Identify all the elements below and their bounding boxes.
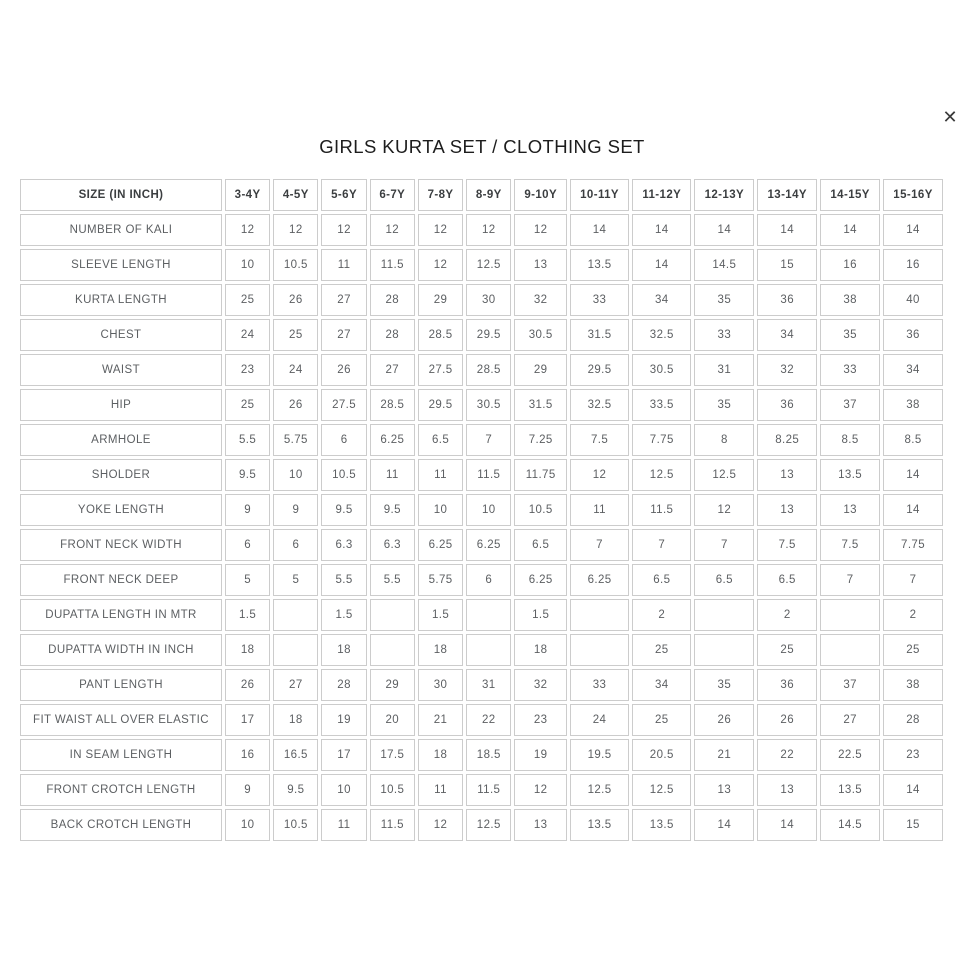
- size-value-cell: 14: [632, 249, 691, 281]
- size-value-cell: 7.5: [820, 529, 880, 561]
- size-value-cell: 29.5: [570, 354, 629, 386]
- size-value-cell: 11: [321, 809, 366, 841]
- size-value-cell: 13.5: [570, 249, 629, 281]
- size-value-cell: 1.5: [321, 599, 366, 631]
- size-value-cell: 29.5: [466, 319, 511, 351]
- size-value-cell: 32.5: [632, 319, 691, 351]
- age-column-header: 15-16Y: [883, 179, 943, 211]
- size-value-cell: 6: [466, 564, 511, 596]
- age-column-header: 14-15Y: [820, 179, 880, 211]
- size-value-cell: 5.75: [418, 564, 463, 596]
- table-row: [20, 249, 943, 281]
- size-value-cell: 35: [694, 389, 754, 421]
- size-value-cell: 31: [694, 354, 754, 386]
- table-row: [20, 459, 943, 491]
- size-value-cell: 38: [820, 284, 880, 316]
- row-label: IN SEAM LENGTH: [20, 739, 222, 771]
- size-value-cell: 27: [273, 669, 318, 701]
- size-value-cell: 7.5: [570, 424, 629, 456]
- size-value-cell: 10: [466, 494, 511, 526]
- size-value-cell: 28: [370, 319, 415, 351]
- size-value-cell: 28.5: [370, 389, 415, 421]
- table-row: [20, 704, 943, 736]
- size-value-cell: 9: [225, 494, 270, 526]
- size-value-cell: 32: [757, 354, 817, 386]
- size-value-cell: 2: [757, 599, 817, 631]
- table-row: [20, 424, 943, 456]
- size-column-header: SIZE (IN INCH): [20, 179, 222, 211]
- size-value-cell: 6: [273, 529, 318, 561]
- size-value-cell: 18: [225, 634, 270, 666]
- row-label: FIT WAIST ALL OVER ELASTIC: [20, 704, 222, 736]
- size-value-cell: 37: [820, 389, 880, 421]
- size-value-cell: 6.25: [466, 529, 511, 561]
- row-label: KURTA LENGTH: [20, 284, 222, 316]
- size-value-cell: 10: [321, 774, 366, 806]
- size-value-cell: 27.5: [418, 354, 463, 386]
- size-value-cell: 13: [820, 494, 880, 526]
- age-column-header: 4-5Y: [273, 179, 318, 211]
- row-label: HIP: [20, 389, 222, 421]
- size-value-cell: 12.5: [570, 774, 629, 806]
- age-column-header: 11-12Y: [632, 179, 691, 211]
- size-value-cell: 26: [694, 704, 754, 736]
- age-column-header: 10-11Y: [570, 179, 629, 211]
- size-value-cell: 40: [883, 284, 943, 316]
- size-value-cell: 28.5: [418, 319, 463, 351]
- size-value-cell: 7: [694, 529, 754, 561]
- size-value-cell: 12: [370, 214, 415, 246]
- size-value-cell: 22: [466, 704, 511, 736]
- size-value-cell: 20.5: [632, 739, 691, 771]
- size-value-cell: 17: [225, 704, 270, 736]
- size-value-cell: 16: [225, 739, 270, 771]
- size-value-cell: 11: [418, 459, 463, 491]
- size-value-cell: 9: [273, 494, 318, 526]
- size-value-cell: 18.5: [466, 739, 511, 771]
- size-value-cell: 19: [321, 704, 366, 736]
- size-value-cell: 11.75: [514, 459, 567, 491]
- size-value-cell: 25: [632, 634, 691, 666]
- size-value-cell: 11.5: [466, 774, 511, 806]
- size-value-cell: 6.25: [370, 424, 415, 456]
- size-value-cell: 28: [370, 284, 415, 316]
- size-value-cell: 5: [273, 564, 318, 596]
- size-value-cell: 21: [418, 704, 463, 736]
- size-value-cell: 12.5: [466, 809, 511, 841]
- size-value-cell: 15: [757, 249, 817, 281]
- size-value-cell: 29.5: [418, 389, 463, 421]
- size-value-cell: 9.5: [273, 774, 318, 806]
- size-value-cell: [273, 634, 318, 666]
- size-value-cell: 9: [225, 774, 270, 806]
- size-value-cell: [820, 599, 880, 631]
- size-value-cell: 27: [820, 704, 880, 736]
- size-value-cell: 11: [418, 774, 463, 806]
- size-value-cell: 18: [321, 634, 366, 666]
- size-value-cell: 25: [225, 284, 270, 316]
- size-value-cell: [370, 634, 415, 666]
- size-value-cell: 12: [418, 214, 463, 246]
- size-value-cell: 28: [883, 704, 943, 736]
- size-value-cell: 13.5: [632, 809, 691, 841]
- age-column-header: 8-9Y: [466, 179, 511, 211]
- size-value-cell: 14: [694, 214, 754, 246]
- size-value-cell: 24: [570, 704, 629, 736]
- size-value-cell: 25: [757, 634, 817, 666]
- size-value-cell: 11.5: [632, 494, 691, 526]
- size-value-cell: 6.5: [694, 564, 754, 596]
- size-value-cell: 13: [514, 249, 567, 281]
- size-value-cell: [466, 599, 511, 631]
- size-value-cell: 22.5: [820, 739, 880, 771]
- size-value-cell: 16: [883, 249, 943, 281]
- size-value-cell: [570, 599, 629, 631]
- size-value-cell: 10: [418, 494, 463, 526]
- size-chart-body: [20, 214, 943, 841]
- size-value-cell: 31: [466, 669, 511, 701]
- size-value-cell: 31.5: [570, 319, 629, 351]
- size-value-cell: 14: [883, 494, 943, 526]
- size-value-cell: 17: [321, 739, 366, 771]
- size-value-cell: 9.5: [321, 494, 366, 526]
- size-value-cell: 26: [273, 389, 318, 421]
- size-value-cell: 9.5: [370, 494, 415, 526]
- size-value-cell: 18: [418, 634, 463, 666]
- size-value-cell: 13.5: [820, 774, 880, 806]
- size-value-cell: 18: [273, 704, 318, 736]
- row-label: YOKE LENGTH: [20, 494, 222, 526]
- size-value-cell: 13: [514, 809, 567, 841]
- size-value-cell: 10.5: [273, 809, 318, 841]
- size-value-cell: 14: [570, 214, 629, 246]
- size-value-cell: 35: [694, 669, 754, 701]
- size-value-cell: 36: [757, 669, 817, 701]
- size-value-cell: 18: [514, 634, 567, 666]
- size-value-cell: 12.5: [632, 774, 691, 806]
- size-value-cell: 34: [757, 319, 817, 351]
- row-label: DUPATTA LENGTH IN MTR: [20, 599, 222, 631]
- size-value-cell: 32: [514, 669, 567, 701]
- size-value-cell: 24: [225, 319, 270, 351]
- size-value-cell: 27.5: [321, 389, 366, 421]
- size-value-cell: 10.5: [273, 249, 318, 281]
- row-label: SLEEVE LENGTH: [20, 249, 222, 281]
- size-value-cell: 6: [321, 424, 366, 456]
- size-value-cell: 30.5: [466, 389, 511, 421]
- size-value-cell: 21: [694, 739, 754, 771]
- size-value-cell: 32.5: [570, 389, 629, 421]
- size-value-cell: 14: [757, 214, 817, 246]
- size-value-cell: 10: [225, 809, 270, 841]
- size-value-cell: 33: [570, 669, 629, 701]
- size-value-cell: 6.3: [321, 529, 366, 561]
- size-value-cell: 6: [225, 529, 270, 561]
- size-value-cell: 14: [883, 214, 943, 246]
- size-value-cell: 28: [321, 669, 366, 701]
- size-value-cell: 24: [273, 354, 318, 386]
- size-value-cell: 30.5: [514, 319, 567, 351]
- size-value-cell: 12: [514, 214, 567, 246]
- size-value-cell: 22: [757, 739, 817, 771]
- size-value-cell: 12: [273, 214, 318, 246]
- size-value-cell: 8.5: [883, 424, 943, 456]
- header-row: [20, 179, 943, 211]
- size-value-cell: 25: [632, 704, 691, 736]
- size-value-cell: 38: [883, 669, 943, 701]
- size-value-cell: 6.5: [632, 564, 691, 596]
- size-value-cell: 12: [418, 809, 463, 841]
- size-value-cell: 7.25: [514, 424, 567, 456]
- size-value-cell: 14: [883, 774, 943, 806]
- size-value-cell: 2: [883, 599, 943, 631]
- size-value-cell: 26: [273, 284, 318, 316]
- size-value-cell: 7: [883, 564, 943, 596]
- size-value-cell: 6.25: [514, 564, 567, 596]
- size-value-cell: 30: [466, 284, 511, 316]
- row-label: CHEST: [20, 319, 222, 351]
- size-value-cell: 32: [514, 284, 567, 316]
- size-value-cell: 14.5: [694, 249, 754, 281]
- size-value-cell: 12: [694, 494, 754, 526]
- size-value-cell: [273, 599, 318, 631]
- size-value-cell: 36: [757, 284, 817, 316]
- row-label: DUPATTA WIDTH IN INCH: [20, 634, 222, 666]
- size-value-cell: 28.5: [466, 354, 511, 386]
- size-value-cell: 8: [694, 424, 754, 456]
- size-value-cell: 25: [273, 319, 318, 351]
- size-value-cell: 34: [632, 284, 691, 316]
- size-value-cell: 34: [632, 669, 691, 701]
- size-value-cell: 33: [694, 319, 754, 351]
- size-value-cell: 30: [418, 669, 463, 701]
- size-value-cell: 25: [225, 389, 270, 421]
- size-value-cell: [694, 599, 754, 631]
- size-value-cell: [694, 634, 754, 666]
- size-value-cell: 12.5: [694, 459, 754, 491]
- age-column-header: 7-8Y: [418, 179, 463, 211]
- table-row: [20, 809, 943, 841]
- size-value-cell: 16.5: [273, 739, 318, 771]
- size-value-cell: 19: [514, 739, 567, 771]
- size-value-cell: 8.5: [820, 424, 880, 456]
- size-value-cell: 27: [321, 284, 366, 316]
- size-value-cell: 13.5: [820, 459, 880, 491]
- size-value-cell: 7.75: [883, 529, 943, 561]
- table-row: [20, 599, 943, 631]
- size-value-cell: 5.75: [273, 424, 318, 456]
- table-row: [20, 319, 943, 351]
- table-row: [20, 529, 943, 561]
- size-value-cell: 11: [370, 459, 415, 491]
- size-value-cell: 33: [820, 354, 880, 386]
- size-value-cell: 16: [820, 249, 880, 281]
- page-title: GIRLS KURTA SET / CLOTHING SET: [319, 136, 645, 157]
- size-value-cell: 29: [370, 669, 415, 701]
- size-value-cell: 14: [883, 459, 943, 491]
- age-column-header: 6-7Y: [370, 179, 415, 211]
- size-value-cell: 11.5: [370, 809, 415, 841]
- size-value-cell: 36: [757, 389, 817, 421]
- size-value-cell: [466, 634, 511, 666]
- age-column-header: 5-6Y: [321, 179, 366, 211]
- size-value-cell: 14: [757, 809, 817, 841]
- size-value-cell: 34: [883, 354, 943, 386]
- row-label: FRONT CROTCH LENGTH: [20, 774, 222, 806]
- size-value-cell: 5: [225, 564, 270, 596]
- size-value-cell: 10: [273, 459, 318, 491]
- size-value-cell: 9.5: [225, 459, 270, 491]
- row-label: ARMHOLE: [20, 424, 222, 456]
- age-column-header: 12-13Y: [694, 179, 754, 211]
- size-value-cell: 8.25: [757, 424, 817, 456]
- size-value-cell: 12.5: [632, 459, 691, 491]
- table-row: [20, 669, 943, 701]
- size-value-cell: 10.5: [370, 774, 415, 806]
- size-value-cell: 7: [632, 529, 691, 561]
- size-value-cell: 36: [883, 319, 943, 351]
- size-value-cell: 26: [225, 669, 270, 701]
- row-label: PANT LENGTH: [20, 669, 222, 701]
- size-value-cell: 12: [225, 214, 270, 246]
- size-value-cell: 12: [570, 459, 629, 491]
- size-value-cell: 13: [757, 494, 817, 526]
- table-row: [20, 354, 943, 386]
- size-value-cell: 1.5: [418, 599, 463, 631]
- size-value-cell: 12: [466, 214, 511, 246]
- size-value-cell: 23: [225, 354, 270, 386]
- size-value-cell: 6.5: [418, 424, 463, 456]
- table-row: [20, 564, 943, 596]
- size-value-cell: 18: [418, 739, 463, 771]
- size-value-cell: 29: [514, 354, 567, 386]
- size-value-cell: 5.5: [321, 564, 366, 596]
- size-value-cell: 20: [370, 704, 415, 736]
- size-value-cell: 31.5: [514, 389, 567, 421]
- size-value-cell: 13: [757, 459, 817, 491]
- size-value-cell: 12.5: [466, 249, 511, 281]
- size-value-cell: [820, 634, 880, 666]
- size-value-cell: 13: [757, 774, 817, 806]
- row-label: WAIST: [20, 354, 222, 386]
- row-label: SHOLDER: [20, 459, 222, 491]
- size-value-cell: 13.5: [570, 809, 629, 841]
- size-value-cell: 11.5: [370, 249, 415, 281]
- row-label: FRONT NECK WIDTH: [20, 529, 222, 561]
- size-value-cell: 7.75: [632, 424, 691, 456]
- size-value-cell: 27: [321, 319, 366, 351]
- size-value-cell: 25: [883, 634, 943, 666]
- size-value-cell: 11: [321, 249, 366, 281]
- table-row: [20, 284, 943, 316]
- size-value-cell: 7: [570, 529, 629, 561]
- size-value-cell: 12: [321, 214, 366, 246]
- table-row: [20, 774, 943, 806]
- size-value-cell: 1.5: [514, 599, 567, 631]
- size-value-cell: 2: [632, 599, 691, 631]
- size-value-cell: 33.5: [632, 389, 691, 421]
- size-value-cell: 30.5: [632, 354, 691, 386]
- size-value-cell: 14: [632, 214, 691, 246]
- size-value-cell: 7: [820, 564, 880, 596]
- table-row: [20, 634, 943, 666]
- size-value-cell: 12: [514, 774, 567, 806]
- size-value-cell: 38: [883, 389, 943, 421]
- size-value-cell: 27: [370, 354, 415, 386]
- size-value-cell: 14.5: [820, 809, 880, 841]
- size-value-cell: 14: [820, 214, 880, 246]
- size-value-cell: 19.5: [570, 739, 629, 771]
- row-label: BACK CROTCH LENGTH: [20, 809, 222, 841]
- size-value-cell: 6.5: [514, 529, 567, 561]
- size-value-cell: 35: [694, 284, 754, 316]
- size-value-cell: 5.5: [225, 424, 270, 456]
- size-value-cell: 37: [820, 669, 880, 701]
- size-value-cell: 13: [694, 774, 754, 806]
- size-value-cell: 23: [883, 739, 943, 771]
- table-row: [20, 739, 943, 771]
- table-row: [20, 389, 943, 421]
- age-column-header: 3-4Y: [225, 179, 270, 211]
- size-value-cell: 10: [225, 249, 270, 281]
- size-value-cell: 6.3: [370, 529, 415, 561]
- size-value-cell: 12: [418, 249, 463, 281]
- table-row: [20, 214, 943, 246]
- size-value-cell: 5.5: [370, 564, 415, 596]
- size-value-cell: 15: [883, 809, 943, 841]
- size-value-cell: 7: [466, 424, 511, 456]
- size-value-cell: 26: [321, 354, 366, 386]
- size-value-cell: 35: [820, 319, 880, 351]
- close-icon[interactable]: ✕: [938, 105, 962, 129]
- size-value-cell: 6.25: [418, 529, 463, 561]
- size-value-cell: 11: [570, 494, 629, 526]
- row-label: FRONT NECK DEEP: [20, 564, 222, 596]
- size-value-cell: 29: [418, 284, 463, 316]
- table-row: [20, 494, 943, 526]
- size-value-cell: 26: [757, 704, 817, 736]
- size-value-cell: 23: [514, 704, 567, 736]
- size-value-cell: 14: [694, 809, 754, 841]
- row-label: NUMBER OF KALI: [20, 214, 222, 246]
- age-column-header: 13-14Y: [757, 179, 817, 211]
- size-value-cell: [370, 599, 415, 631]
- size-value-cell: 7.5: [757, 529, 817, 561]
- size-value-cell: 10.5: [321, 459, 366, 491]
- size-value-cell: 10.5: [514, 494, 567, 526]
- size-value-cell: 33: [570, 284, 629, 316]
- size-value-cell: 11.5: [466, 459, 511, 491]
- size-value-cell: 6.25: [570, 564, 629, 596]
- size-value-cell: 1.5: [225, 599, 270, 631]
- size-value-cell: 6.5: [757, 564, 817, 596]
- size-chart-table: [17, 176, 946, 844]
- size-value-cell: 17.5: [370, 739, 415, 771]
- size-value-cell: [570, 634, 629, 666]
- age-column-header: 9-10Y: [514, 179, 567, 211]
